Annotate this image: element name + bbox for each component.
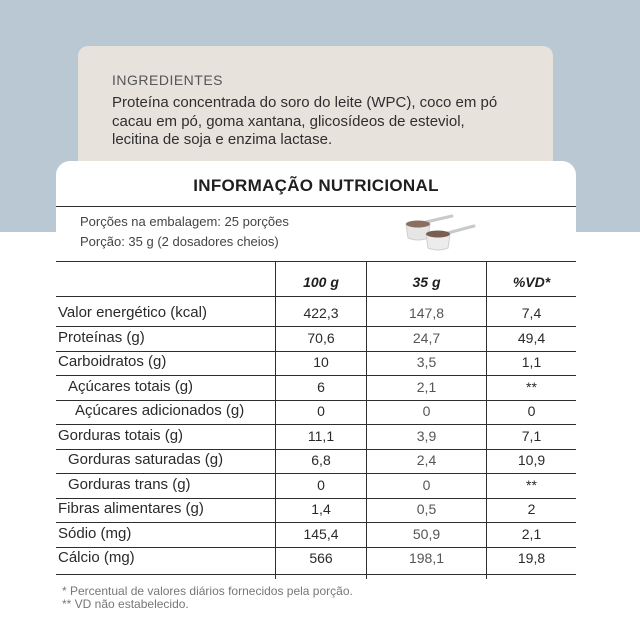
- row-divider: [56, 424, 576, 425]
- cell-100g: 1,4: [311, 501, 331, 517]
- cell-35g: 198,1: [408, 550, 445, 566]
- row-label-added-sugars: Açúcares adicionados (g): [75, 402, 245, 419]
- row-label-trans-fat: Gorduras trans (g): [68, 476, 191, 493]
- footnote-not-established: ** VD não estabelecido.: [62, 597, 189, 611]
- cell-vd: 7,4: [521, 305, 542, 321]
- divider: [56, 206, 576, 207]
- row-label-protein: Proteínas (g): [58, 329, 145, 346]
- cell-vd: 49,4: [517, 330, 546, 346]
- footnote-vd: * Percentual de valores diários fornecidos pela porção.: [62, 584, 353, 598]
- row-label-total-fat: Gorduras totais (g): [58, 427, 184, 444]
- measuring-scoops-icon: [404, 212, 480, 252]
- cell-vd: **: [526, 379, 537, 395]
- cell-35g: 3,5: [416, 354, 437, 370]
- ingredients-line: lecitina de soja e enzima lactase.: [112, 131, 333, 148]
- row-divider: [56, 522, 576, 523]
- ingredients-title: INGREDIENTES: [112, 72, 224, 88]
- cell-vd: 19,8: [517, 550, 546, 566]
- row-divider: [56, 547, 576, 548]
- cell-100g: 0: [317, 403, 325, 419]
- cell-100g: 10: [313, 354, 329, 370]
- header-vd: %VD*: [512, 274, 551, 290]
- header-100g: 100 g: [303, 274, 339, 290]
- row-label-fiber: Fibras alimentares (g): [58, 500, 204, 517]
- cell-35g: 2,1: [416, 379, 437, 395]
- nutrition-title: INFORMAÇÃO NUTRICIONAL: [193, 176, 439, 195]
- serving-size: Porção: 35 g (2 dosadores cheios): [80, 234, 279, 249]
- cell-vd: 0: [527, 403, 536, 419]
- cell-100g: 6,8: [311, 452, 331, 468]
- row-divider: [56, 498, 576, 499]
- cell-35g: 24,7: [412, 330, 441, 346]
- row-label-energy: Valor energético (kcal): [58, 304, 207, 321]
- ingredients-line: Proteína concentrada do soro do leite (WPC), coco em pó: [112, 94, 498, 111]
- table-border: [56, 574, 576, 575]
- cell-35g: 3,9: [416, 428, 437, 444]
- ingredients-line: cacau em pó, goma xantana, glicosídeos de esteviol,: [112, 112, 465, 130]
- row-divider: [56, 351, 576, 352]
- table-border: [56, 296, 576, 297]
- cell-100g: 422,3: [303, 305, 339, 321]
- row-label-saturated-fat: Gorduras saturadas (g): [68, 451, 224, 468]
- cell-35g: 147,8: [408, 305, 445, 321]
- row-label-carbs: Carboidratos (g): [58, 353, 167, 370]
- cell-100g: 11,1: [307, 428, 335, 444]
- ingredients-text: [112, 94, 542, 150]
- cell-35g: 0: [422, 403, 431, 419]
- row-label-total-sugars: Açúcares totais (g): [68, 378, 194, 395]
- cell-100g: 70,6: [307, 330, 335, 346]
- row-divider: [56, 473, 576, 474]
- header-35g: 35 g: [412, 274, 441, 290]
- row-label-sodium: Sódio (mg): [58, 525, 132, 542]
- row-divider: [56, 326, 576, 327]
- cell-vd: 7,1: [521, 428, 542, 444]
- servings-per-package: Porções na embalagem: 25 porções: [80, 214, 289, 229]
- cell-100g: 566: [309, 550, 333, 566]
- cell-vd: 10,9: [517, 452, 546, 468]
- cell-35g: 2,4: [416, 452, 437, 468]
- cell-100g: 145,4: [303, 526, 339, 542]
- row-divider: [56, 449, 576, 450]
- cell-vd: 1,1: [521, 354, 542, 370]
- cell-35g: 0,5: [416, 501, 437, 517]
- row-label-calcium: Cálcio (mg): [58, 549, 135, 566]
- cell-vd: 2: [527, 501, 536, 517]
- row-divider: [56, 400, 576, 401]
- cell-35g: 0: [422, 477, 431, 493]
- cell-vd: 2,1: [521, 526, 542, 542]
- cell-35g: 50,9: [412, 526, 441, 542]
- table-border: [56, 261, 576, 262]
- cell-vd: **: [526, 477, 537, 493]
- cell-100g: 0: [317, 477, 325, 493]
- cell-100g: 6: [317, 379, 325, 395]
- row-divider: [56, 375, 576, 376]
